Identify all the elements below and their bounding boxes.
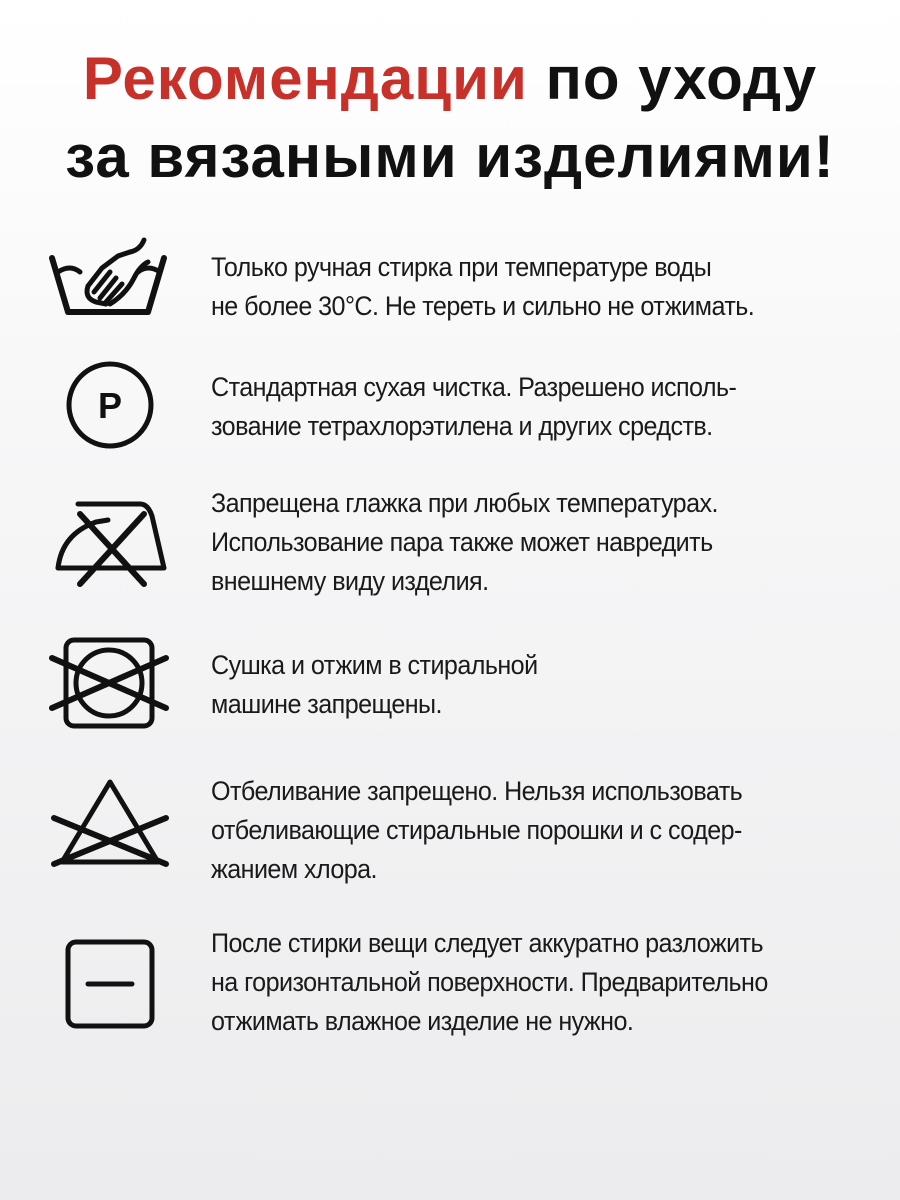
dry-clean-letter: P	[97, 385, 123, 426]
dry-clean-p-icon	[44, 350, 174, 460]
text-line: жанием хлора.	[211, 854, 377, 884]
text-line: Отбеливание запрещено. Нельзя использовать	[211, 776, 743, 806]
title-line-1	[0, 40, 900, 118]
text-line: машине запрещены.	[211, 689, 442, 719]
no-iron-icon	[44, 486, 174, 596]
text-line: Только ручная стирка при температуре воды	[211, 252, 712, 282]
text-line: отбеливающие стиральные порошки и с содер-	[211, 815, 742, 845]
text-line: не более 30°С. Не тереть и сильно не отжимать.	[211, 291, 755, 321]
text-line: внешнему виду изделия.	[211, 566, 489, 596]
title-line-2: за вязаными изделиями!	[65, 123, 835, 190]
text-line: Использование пара также может навредить	[211, 527, 713, 557]
text-line: на горизонтальной поверхности. Предварительно	[211, 967, 768, 997]
care-item-text	[211, 484, 825, 601]
no-bleach-icon	[44, 776, 174, 886]
care-item-text	[211, 248, 825, 326]
text-line: зование тетрахлорэтилена и других средств.	[211, 411, 713, 441]
no-tumble-dry-icon	[44, 628, 174, 738]
care-item-text	[211, 924, 825, 1041]
page-title	[0, 40, 900, 196]
text-line: отжимать влажное изделие не нужно.	[211, 1006, 634, 1036]
title-accent: Рекомендации	[82, 45, 528, 112]
care-item-text	[211, 368, 825, 446]
dry-flat-icon	[44, 936, 174, 1046]
care-item-text	[211, 646, 825, 724]
text-line: Стандартная сухая чистка. Разрешено исполь-	[211, 372, 737, 402]
title-rest: по уходу	[527, 45, 818, 112]
text-line: Сушка и отжим в стиральной	[211, 650, 538, 680]
text-line: После стирки вещи следует аккуратно разложить	[211, 928, 764, 958]
hand-wash-icon	[44, 228, 174, 338]
care-item-text	[211, 772, 825, 889]
text-line: Запрещена глажка при любых температурах.	[211, 488, 718, 518]
